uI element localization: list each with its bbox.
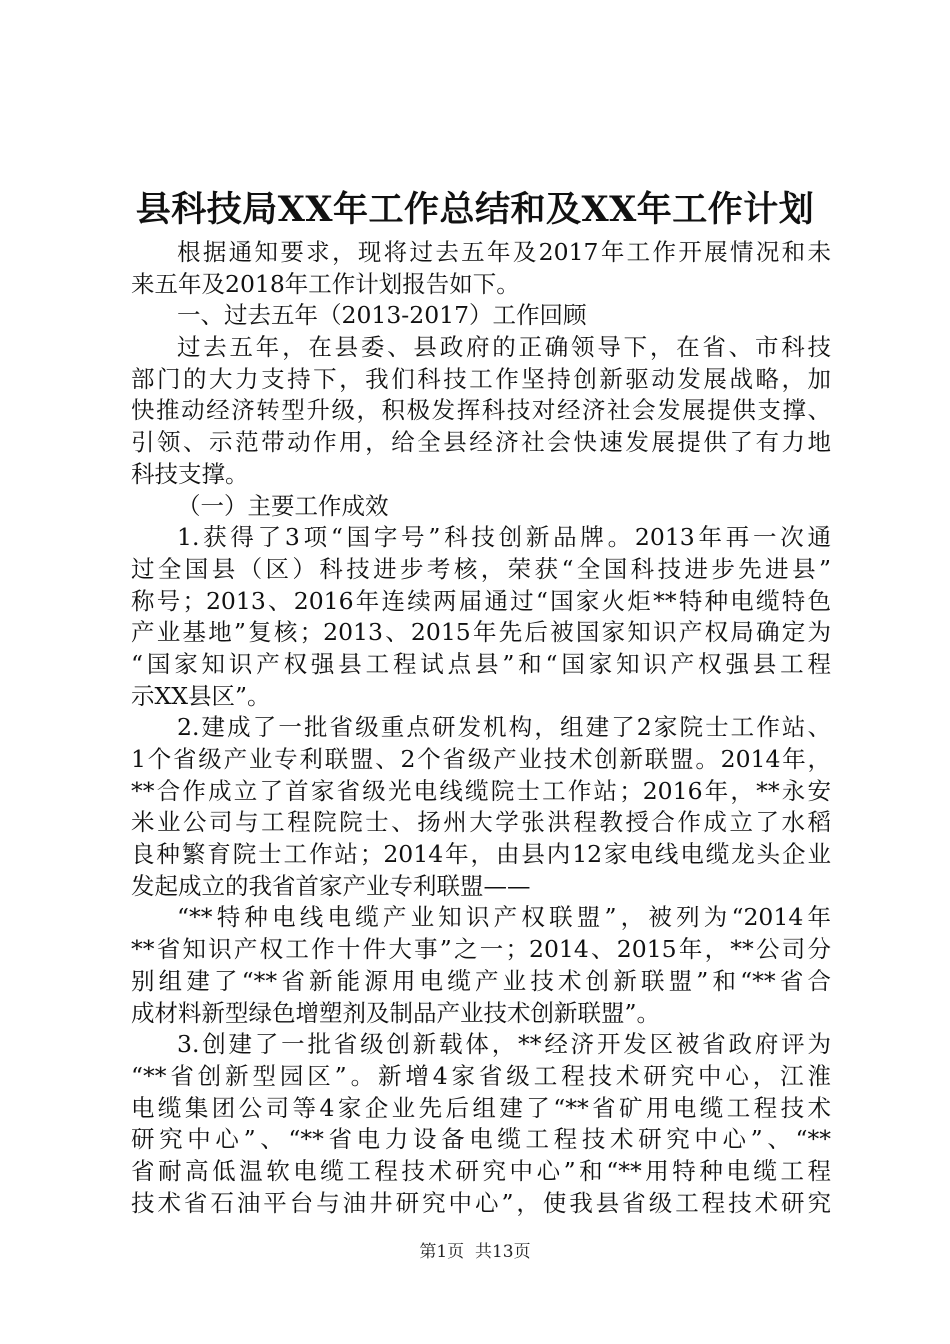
text-line: 过去五年，在县委、县政府的正确领导下，在省、市科技 — [177, 333, 831, 362]
text-line: 1个省级产业专利联盟、2个省级产业技术创新联盟。2014年， — [131, 745, 831, 773]
text-line: 2.建成了一批省级重点研发机构，组建了2家院士工作站、 — [177, 713, 831, 742]
text-line: 称号；2013、2016年连续两届通过“国家火炬**特种电缆特色 — [131, 586, 831, 615]
text-line: 引领、示范带动作用，给全县经济社会快速发展提供了有力地 — [131, 428, 831, 457]
text-line: 3.创建了一批省级创新载体，**经济开发区被省政府评为 — [177, 1030, 831, 1059]
text-line: “国家知识产权强县工程试点县”和“国家知识产权强县工程 — [131, 649, 831, 678]
page-footer: 第1页 共13页 — [419, 1242, 531, 1262]
document-title: 县科技局XX年工作总结和及XX年工作计划 — [135, 189, 815, 230]
text-line: 研究中心”、“**省电力设备电缆工程技术研究中心”、“** — [131, 1125, 831, 1154]
text-line: 示XX县区”。 — [131, 681, 271, 710]
text-line: 1.获得了3项“国字号”科技创新品牌。2013年再一次通 — [177, 523, 831, 552]
text-line: **省知识产权工作十件大事”之一；2014、2015年，**公司分 — [131, 935, 831, 964]
text-line: 别组建了“**省新能源用电缆产业技术创新联盟”和“**省合 — [131, 966, 831, 995]
text-line: 快推动经济转型升级，积极发挥科技对经济社会发展提供支撑、 — [131, 396, 831, 425]
text-line: 过全国县（区）科技进步考核，荣获“全国科技进步先进县” — [131, 554, 831, 583]
text-line: 良种繁育院士工作站；2014年，由县内12家电线电缆龙头企业 — [131, 840, 831, 869]
text-line: 产业基地”复核；2013、2015年先后被国家知识产权局确定为 — [131, 618, 831, 647]
text-line: 省耐高低温软电缆工程技术研究中心”和“**用特种电缆工程 — [131, 1156, 831, 1185]
text-line: 成材料新型绿色增塑剂及制品产业技术创新联盟”。 — [131, 998, 661, 1027]
text-line: 电缆集团公司等4家企业先后组建了“**省矿用电缆工程技术 — [131, 1093, 831, 1122]
text-line: 一、过去五年（2013-2017）工作回顾 — [177, 301, 587, 330]
text-line: 科技支撑。 — [131, 459, 249, 488]
text-line: 技术省石油平台与油井研究中心”，使我县省级工程技术研究 — [131, 1188, 831, 1217]
text-line: 米业公司与工程院院士、扬州大学张洪程教授合作成立了水稻 — [131, 808, 831, 837]
text-line: 部门的大力支持下，我们科技工作坚持创新驱动发展战略，加 — [131, 364, 831, 393]
text-line: 来五年及2018年工作计划报告如下。 — [131, 269, 520, 298]
text-line: 发起成立的我省首家产业专利联盟—— — [131, 871, 531, 900]
document-body — [131, 237, 831, 1219]
text-line: （一）主要工作成效 — [177, 491, 389, 520]
text-line: “**特种电线电缆产业知识产权联盟”，被列为“2014年 — [177, 903, 831, 932]
text-line: 根据通知要求，现将过去五年及2017年工作开展情况和未 — [177, 238, 831, 266]
text-line: **合作成立了首家省级光电线缆院士工作站；2016年，**永安 — [131, 776, 831, 805]
text-line: “**省创新型园区”。新增4家省级工程技术研究中心，江淮 — [131, 1061, 831, 1090]
